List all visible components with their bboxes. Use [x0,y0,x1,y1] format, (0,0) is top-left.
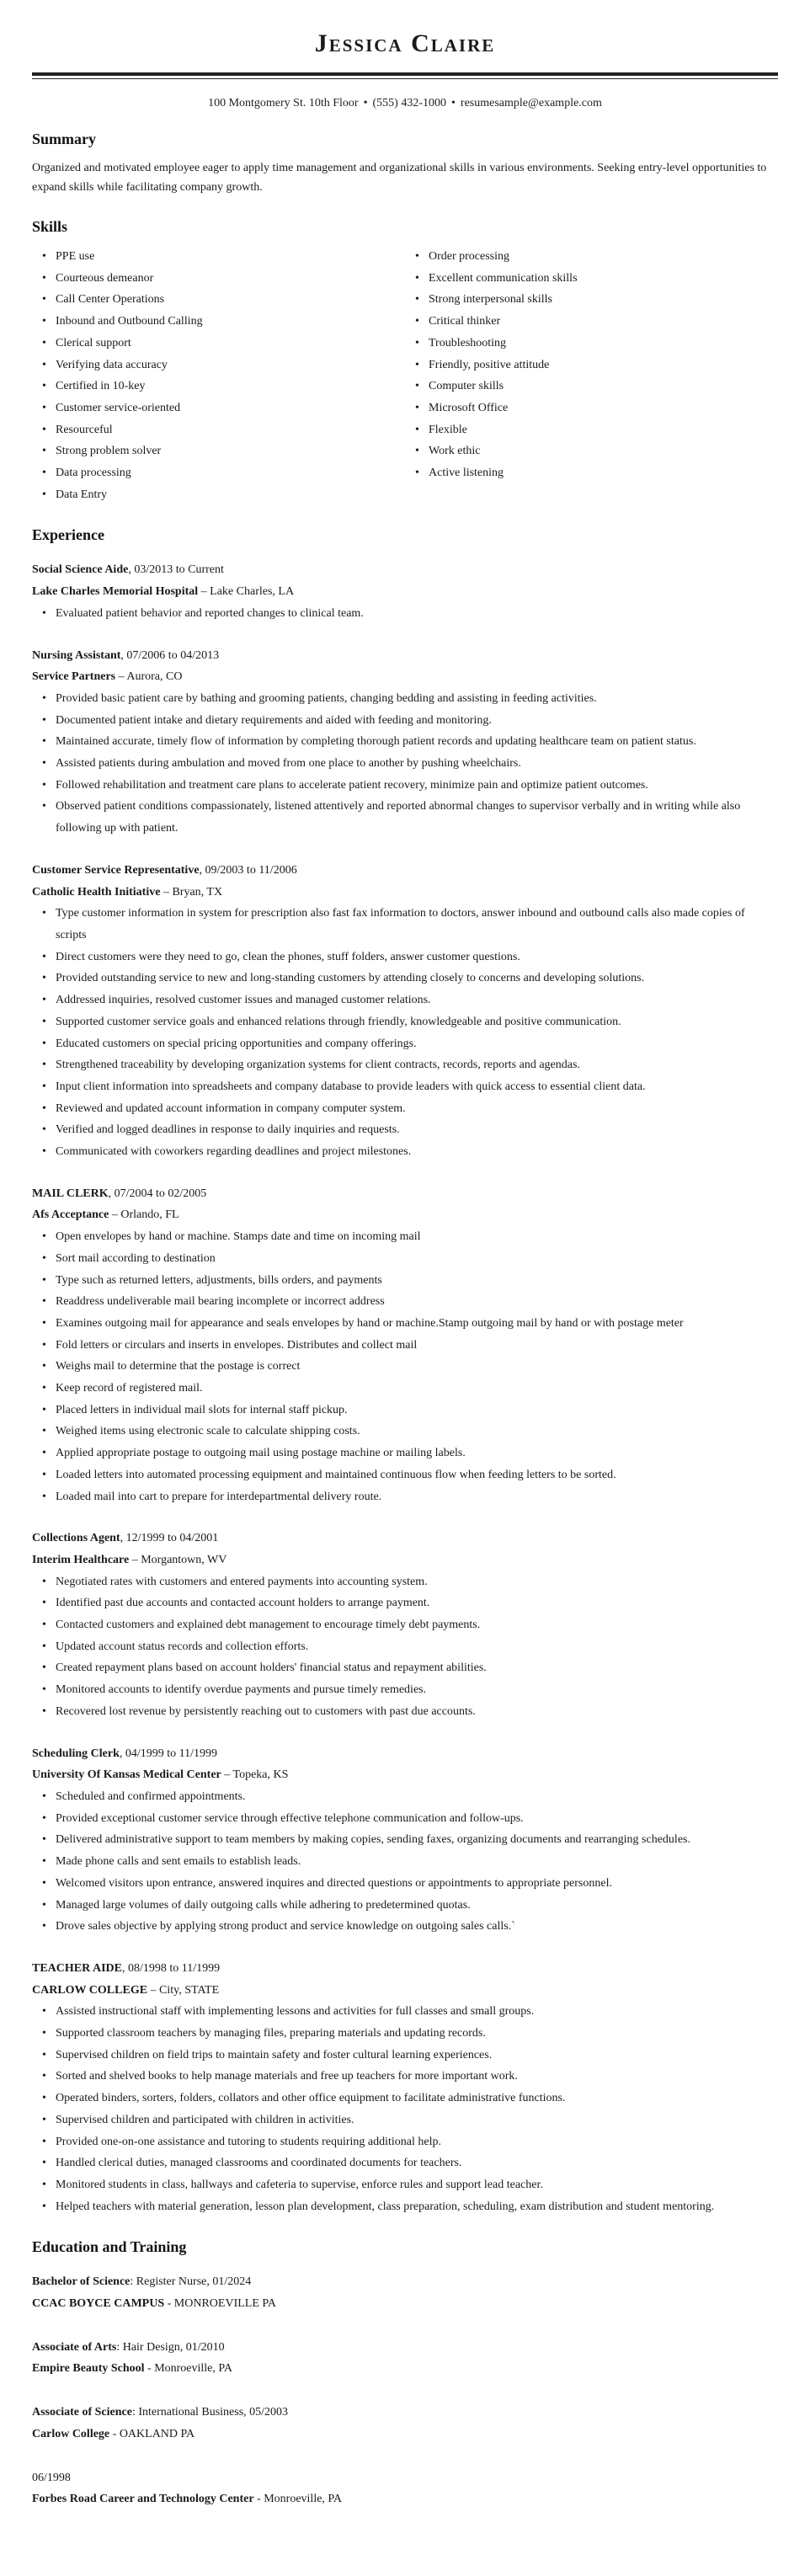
job-bullet: • Monitored students in class, hallways and cafeteria to supervise, enforce rules and support lead teacher. [32,2174,778,2196]
company-location: – Topeka, KS [221,1768,289,1782]
job-bullet: • Provided outstanding service to new and long-standing customers by attending closely to concerns and developing solutions. [32,968,778,989]
job-title-line [32,559,778,581]
job-bullet: • Evaluated patient behavior and reported changes to clinical team. [32,603,778,625]
job-title: Collections Agent [32,1532,120,1545]
skill-item: • Call Center Operations [32,289,405,311]
school-name: Empire Beauty School [32,2362,145,2376]
job-title: Customer Service Representative [32,863,200,877]
contact-line [32,96,778,111]
job-entry [32,860,778,1163]
job-bullet: • Weighed items using electronic scale to calculate shipping costs. [32,1421,778,1443]
skill-item: • Order processing [405,246,778,268]
job-bullet: • Helped teachers with material generation, lesson plan development, class preparation, scheduling, exam distribution and student mentoring. [32,2196,778,2218]
job-bullet: • Welcomed visitors upon entrance, answered inquires and directed questions or appointments to appropriate personnel. [32,1873,778,1895]
skill-item: • Excellent communication skills [405,268,778,290]
degree: Associate of Arts [32,2340,117,2354]
job-bullet: • Keep record of registered mail. [32,1378,778,1400]
job-company-line [32,882,778,904]
job-bullet: • Fold letters or circulars and inserts in envelopes. Distributes and collect mail [32,1335,778,1357]
job-dates: , 12/1999 to 04/2001 [120,1532,219,1545]
skill-item: • Strong problem solver [32,440,405,462]
skill-item: • Troubleshooting [405,333,778,355]
job-entry [32,645,778,840]
job-bullet: • Monitored accounts to identify overdue payments and pursue timely remedies. [32,1679,778,1701]
address: 100 Montgomery St. 10th Floor [208,97,359,109]
job-bullet: • Addressed inquiries, resolved customer issues and managed customer relations. [32,989,778,1011]
experience-heading: Experience [32,526,104,544]
education-section [32,2237,778,2510]
company-location: – Orlando, FL [109,1208,179,1222]
field-of-study: : Register Nurse, 01/2024 [130,2275,252,2289]
job-bullet: • Supported customer service goals and enhanced relations through friendly, knowledgeable and positive communication. [32,1011,778,1033]
separator: • [451,97,456,109]
field-of-study: : International Business, 05/2003 [131,2406,289,2419]
job-bullets [32,603,778,625]
job-bullet: • Negotiated rates with customers and entered payments into accounting system. [32,1571,778,1593]
job-bullet: • Educated customers on special pricing opportunities and company offerings. [32,1033,778,1055]
job-bullet: • Documented patient intake and dietary requirements and aided with feeding and monitoring. [32,710,778,732]
summary-section [32,130,778,197]
skill-item: • Verifying data accuracy [32,355,405,376]
school-name: Carlow College [32,2427,110,2440]
email: resumesample@example.com [460,97,602,109]
job-bullet: • Recovered lost revenue by persistently reaching out to customers with past due accounts. [32,1701,778,1723]
skill-item: • Work ethic [405,440,778,462]
job-title-line [32,1958,778,1980]
skill-item: • Critical thinker [405,311,778,333]
job-bullet: • Created repayment plans based on account holders' financial status and repayment abilities. [32,1657,778,1679]
job-entry [32,559,778,624]
degree: Associate of Science [32,2406,132,2419]
job-title: Scheduling Clerk [32,1747,120,1760]
job-dates: , 07/2004 to 02/2005 [108,1187,207,1200]
degree-line [32,2271,778,2293]
skill-item: • Active listening [405,462,778,484]
degree-line [32,2467,778,2489]
field-of-study: : Hair Design, 01/2010 [116,2340,225,2354]
job-bullet: • Weighs mail to determine that the postage is correct [32,1356,778,1378]
job-bullet: • Loaded letters into automated processing equipment and maintained continuous flow when feeding letters to be sorted. [32,1464,778,1486]
company-name: Lake Charles Memorial Hospital [32,585,199,599]
job-dates: , 08/1998 to 11/1999 [121,1961,221,1975]
job-bullet: • Made phone calls and sent emails to establish leads. [32,1851,778,1873]
job-bullets [32,1786,778,1938]
header-divider-thick [32,72,778,76]
job-bullet: • Supervised children and participated with children in activities. [32,2109,778,2131]
header-divider-thin [32,78,778,79]
job-bullet: • Provided basic patient care by bathing and grooming patients, changing bedding and assisting in feeding activities. [32,688,778,710]
skill-item: • Clerical support [32,333,405,355]
job-title: MAIL CLERK [32,1187,109,1200]
job-bullets [32,2001,778,2217]
school-location: - MONROEVILLE PA [164,2297,276,2311]
skills-columns [32,246,778,505]
job-bullet: • Input client information into spreadsheets and company database to provide leaders with quick access to essential client data. [32,1076,778,1098]
school-line [32,2488,778,2510]
school-name: CCAC BOYCE CAMPUS [32,2297,165,2311]
job-list [32,559,778,2217]
job-bullet: • Updated account status records and collection efforts. [32,1636,778,1658]
education-list [32,2271,778,2510]
job-bullet: • Placed letters in individual mail slots for internal staff pickup. [32,1400,778,1421]
job-company-line [32,1549,778,1571]
job-bullet: • Reviewed and updated account information in company computer system. [32,1098,778,1120]
school-location: - OAKLAND PA [109,2427,195,2440]
job-bullet: • Sorted and shelved books to help manage materials and free up teachers for more important work. [32,2066,778,2088]
company-location: – Aurora, CO [115,670,183,684]
skills-right-column [405,246,778,505]
job-bullet: • Readdress undeliverable mail bearing incomplete or incorrect address [32,1291,778,1313]
job-dates: , 07/2006 to 04/2013 [120,648,220,662]
job-bullet: • Observed patient conditions compassionately, listened attentively and reported abnormal changes to supervisor verbally and in writing while also following up with patient. [32,796,778,839]
job-title-line [32,1528,778,1549]
job-bullet: • Direct customers were they need to go, clean the phones, stuff folders, answer customer questions. [32,947,778,968]
job-bullet: • Managed large volumes of daily outgoing calls while adhering to predetermined quotas. [32,1895,778,1917]
job-dates: , 09/2003 to 11/2006 [199,863,297,877]
job-dates: , 03/2013 to Current [128,563,224,577]
school-location: - Monroeville, PA [144,2362,233,2376]
job-title-line [32,1743,778,1765]
skills-section [32,217,778,505]
job-bullet: • Operated binders, sorters, folders, collators and other office equipment to facilitate administrative functions. [32,2088,778,2109]
job-bullet: • Assisted patients during ambulation and moved from one place to another by pushing wheelchairs. [32,753,778,775]
job-bullet: • Type such as returned letters, adjustments, bills orders, and payments [32,1270,778,1292]
summary-text: Organized and motivated employee eager to apply time management and organizational skills in various environments. Seeking entry-level opportunities to expand skills while facilitating company growth. [32,162,767,194]
job-bullets [32,688,778,840]
job-title-line [32,645,778,667]
field-of-study: 06/1998 [32,2471,71,2484]
school-line [32,2424,778,2445]
job-title-line [32,860,778,882]
skill-item: • Strong interpersonal skills [405,289,778,311]
company-location: – Morgantown, WV [129,1553,227,1566]
education-entry [32,2402,778,2445]
job-entry [32,1743,778,1938]
job-bullets [32,1571,778,1723]
education-entry [32,2337,778,2380]
job-dates: , 04/1999 to 11/1999 [119,1747,218,1760]
skills-left-column [32,246,405,505]
job-bullet: • Applied appropriate postage to outgoing mail using postage machine or mailing labels. [32,1443,778,1464]
job-company-line [32,1204,778,1226]
company-name: Catholic Health Initiative [32,885,161,899]
job-bullet: • Assisted instructional staff with implementing lessons and activities for full classes and small groups. [32,2001,778,2023]
job-bullets [32,903,778,1162]
skills-heading: Skills [32,218,68,235]
job-bullet: • Strengthened traceability by developing organization systems for client contracts, records, reports and agendas. [32,1054,778,1076]
job-bullet: • Provided exceptional customer service through effective telephone communication and follow-ups. [32,1808,778,1830]
school-line [32,2358,778,2380]
skill-item: • Resourceful [32,419,405,441]
education-entry [32,2467,778,2510]
job-title: TEACHER AIDE [32,1961,122,1975]
skill-item: • Microsoft Office [405,397,778,419]
summary-heading: Summary [32,131,96,147]
job-title-line [32,1183,778,1205]
separator: • [363,97,368,109]
job-entry [32,1183,778,1508]
job-entry [32,1958,778,2217]
job-bullet: • Loaded mail into cart to prepare for interdepartmental delivery route. [32,1486,778,1508]
candidate-name: Jessica Claire [314,29,496,57]
job-bullet: • Maintained accurate, timely flow of information by completing thorough patient records and updating healthcare team on patient status. [32,731,778,753]
skill-item: • PPE use [32,246,405,268]
education-heading: Education and Training [32,2238,187,2256]
job-bullet: • Type customer information in system for prescription also fast fax information to doctors, answer inbound and outbound calls also made copies of scripts [32,903,778,946]
company-name: Service Partners [32,670,116,684]
skill-item: • Courteous demeanor [32,268,405,290]
job-bullet: • Followed rehabilitation and treatment care plans to accelerate patient recovery, minimize pain and optimize patient outcomes. [32,775,778,797]
company-location: – Bryan, TX [160,885,223,899]
job-bullet: • Verified and logged deadlines in response to daily inquiries and requests. [32,1119,778,1141]
job-bullets [32,1226,778,1507]
phone: (555) 432-1000 [372,97,446,109]
skill-item: • Customer service-oriented [32,397,405,419]
job-entry [32,1528,778,1722]
job-title: Nursing Assistant [32,648,121,662]
skill-item: • Data processing [32,462,405,484]
education-entry [32,2271,778,2314]
skill-item: • Flexible [405,419,778,441]
degree: Bachelor of Science [32,2275,131,2289]
job-bullet: • Delivered administrative support to team members by making copies, sending faxes, organizing documents and rearranging schedules. [32,1829,778,1851]
job-bullet: • Provided one-on-one assistance and tutoring to students requiring additional help. [32,2131,778,2153]
job-bullet: • Examines outgoing mail for appearance and seals envelopes by hand or machine.Stamp outgoing mail by hand or with postage meter [32,1313,778,1335]
company-name: University Of Kansas Medical Center [32,1768,221,1782]
company-name: Interim Healthcare [32,1553,130,1566]
skill-item: • Certified in 10-key [32,376,405,397]
job-bullet: • Communicated with coworkers regarding deadlines and project milestones. [32,1141,778,1163]
job-bullet: • Supported classroom teachers by managing files, preparing materials and updating records. [32,2023,778,2045]
school-line [32,2293,778,2315]
job-bullet: • Handled clerical duties, managed classrooms and coordinated documents for teachers. [32,2152,778,2174]
job-bullet: • Supervised children on field trips to maintain safety and foster cultural learning experiences. [32,2045,778,2067]
skill-item: • Computer skills [405,376,778,397]
skill-item: • Friendly, positive attitude [405,355,778,376]
job-company-line [32,1764,778,1786]
skill-item: • Data Entry [32,484,405,506]
job-company-line [32,581,778,603]
experience-section [32,525,778,2217]
company-name: CARLOW COLLEGE [32,1983,148,1997]
job-company-line [32,666,778,688]
job-bullet: • Contacted customers and explained debt management to encourage timely debt payments. [32,1614,778,1636]
job-bullet: • Sort mail according to destination [32,1248,778,1270]
job-bullet: • Open envelopes by hand or machine. Stamps date and time on incoming mail [32,1226,778,1248]
skill-item: • Inbound and Outbound Calling [32,311,405,333]
job-title: Social Science Aide [32,563,129,577]
degree-line [32,2402,778,2424]
company-location: – City, STATE [147,1983,220,1997]
company-location: – Lake Charles, LA [198,585,295,599]
job-bullet: • Scheduled and confirmed appointments. [32,1786,778,1808]
job-bullet: • Identified past due accounts and contacted account holders to arrange payment. [32,1592,778,1614]
degree-line [32,2337,778,2359]
school-location: - Monroeville, PA [253,2493,343,2506]
school-name: Forbes Road Career and Technology Center [32,2493,254,2506]
job-bullet: • Drove sales objective by applying strong product and service knowledge on outgoing sales calls.` [32,1916,778,1938]
company-name: Afs Acceptance [32,1208,109,1222]
job-company-line [32,1980,778,2002]
